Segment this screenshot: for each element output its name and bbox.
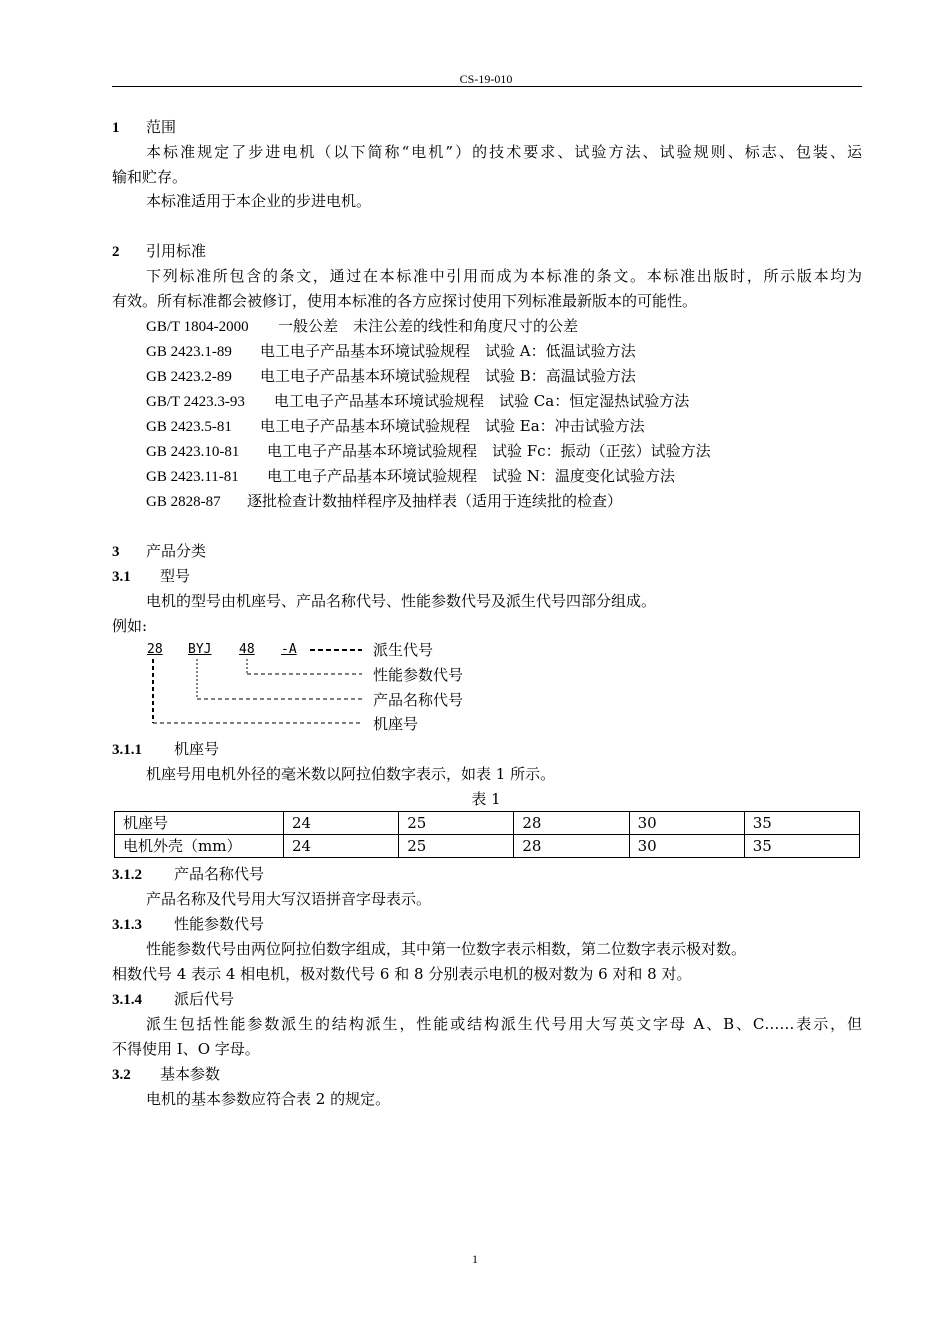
- example-label-frame: 机座号: [373, 715, 419, 733]
- reference-code: GB/T 1804-2000: [146, 319, 249, 335]
- section-2-heading: [112, 241, 862, 262]
- table-cell: 25: [399, 812, 514, 835]
- table-cell: 35: [744, 835, 859, 858]
- example-part-performance: 48: [239, 642, 255, 657]
- paragraph-line: 机座号用电机外径的毫米数以阿拉伯数字表示，如表 1 所示。: [146, 765, 556, 783]
- reference-title: 电工电子产品基本环境试验规程 试验 Ea：冲击试验方法: [260, 417, 645, 435]
- section-1-heading: [112, 117, 862, 138]
- section-title: 产品名称代号: [174, 865, 265, 883]
- reference-title: 一般公差 未注公差的线性和角度尺寸的公差: [278, 317, 579, 335]
- section-number: 3.1: [112, 569, 131, 585]
- table-cell: 35: [744, 812, 859, 835]
- section-number: 3.1.1: [112, 742, 142, 758]
- section-title: 型号: [160, 567, 191, 585]
- section-number: 3.1.4: [112, 992, 142, 1008]
- reference-code: GB 2423.5-81: [146, 419, 232, 435]
- section-title: 引用标准: [146, 242, 207, 260]
- reference-item: [146, 416, 862, 437]
- example-part-derived: -A: [281, 642, 297, 657]
- paragraph-line: 本标准规定了步进电机（以下简称“电机”）的技术要求、试验方法、试验规则、标志、包装、运: [146, 143, 862, 161]
- section-number: 1: [112, 120, 120, 136]
- section-number: 3: [112, 544, 120, 560]
- table-cell: 28: [514, 835, 629, 858]
- reference-item: [146, 316, 862, 337]
- example-leader-lines: [140, 640, 380, 740]
- table-cell: 24: [284, 812, 399, 835]
- table-1: [114, 811, 860, 858]
- example-label-derived: 派生代号: [373, 641, 434, 659]
- header-rule: [112, 86, 862, 87]
- reference-item: [146, 341, 862, 362]
- section-title: 产品分类: [146, 542, 207, 560]
- section-number: 3.1.2: [112, 867, 142, 883]
- document-code: CS-19-010: [459, 72, 513, 86]
- page-number: 1: [472, 1252, 478, 1266]
- table-cell: 机座号: [115, 812, 284, 835]
- reference-title: 电工电子产品基本环境试验规程 试验 N：温度变化试验方法: [267, 467, 675, 485]
- table-caption: 表 1: [471, 790, 501, 808]
- example-part-product: BYJ: [188, 642, 212, 657]
- section-3-1-1-heading: [112, 739, 862, 760]
- reference-item: [146, 466, 862, 487]
- section-title: 基本参数: [160, 1065, 221, 1083]
- table-cell: 30: [629, 835, 744, 858]
- reference-code: GB 2423.2-89: [146, 369, 232, 385]
- section-3-1-heading: [112, 566, 862, 587]
- table-cell: 24: [284, 835, 399, 858]
- example-part-frame: 28: [147, 642, 163, 657]
- table-row: [115, 835, 860, 858]
- table-cell: 25: [399, 835, 514, 858]
- reference-title: 电工电子产品基本环境试验规程 试验 Ca：恒定湿热试验方法: [274, 392, 690, 410]
- reference-code: GB/T 2423.3-93: [146, 394, 245, 410]
- table-cell: 电机外壳（mm）: [115, 835, 284, 858]
- table-row: [115, 812, 860, 835]
- reference-code: GB 2828-87: [146, 494, 221, 510]
- paragraph-line: 电机的基本参数应符合表 2 的规定。: [146, 1090, 391, 1108]
- paragraph-line: 本标准适用于本企业的步进电机。: [146, 192, 372, 210]
- section-number: 2: [112, 244, 120, 260]
- section-3-1-4-heading: [112, 989, 862, 1010]
- reference-code: GB 2423.10-81: [146, 444, 240, 460]
- reference-item: [146, 441, 862, 462]
- section-number: 3.2: [112, 1067, 131, 1083]
- reference-item: [146, 366, 862, 387]
- section-title: 派后代号: [174, 990, 235, 1008]
- reference-item: [146, 391, 862, 412]
- section-number: 3.1.3: [112, 917, 142, 933]
- paragraph-line: 输和贮存。: [112, 168, 188, 186]
- paragraph-line: 相数代号 4 表示 4 相电机，极对数代号 6 和 8 分别表示电机的极对数为 6 对和 8 对。: [112, 965, 692, 983]
- example-label-product: 产品名称代号: [373, 691, 464, 709]
- reference-title: 电工电子产品基本环境试验规程 试验 A：低温试验方法: [260, 342, 636, 360]
- reference-code: GB 2423.11-81: [146, 469, 239, 485]
- section-title: 机座号: [174, 740, 220, 758]
- reference-code: GB 2423.1-89: [146, 344, 232, 360]
- paragraph-line: 产品名称及代号用大写汉语拼音字母表示。: [146, 890, 432, 908]
- reference-title: 电工电子产品基本环境试验规程 试验 B：高温试验方法: [260, 367, 636, 385]
- reference-title: 电工电子产品基本环境试验规程 试验 Fc：振动（正弦）试验方法: [267, 442, 711, 460]
- example-label-performance: 性能参数代号: [373, 666, 464, 684]
- example-label: 例如:: [112, 617, 148, 635]
- paragraph-line: 电机的型号由机座号、产品名称代号、性能参数代号及派生代号四部分组成。: [146, 592, 657, 610]
- paragraph-line: 有效。所有标准都会被修订，使用本标准的各方应探讨使用下列标准最新版本的可能性。: [112, 292, 698, 310]
- paragraph-line: 派生包括性能参数派生的结构派生，性能或结构派生代号用大写英文字母 A、B、C……表示，但: [146, 1015, 862, 1033]
- section-3-2-heading: [112, 1064, 862, 1085]
- paragraph-line: 不得使用 I、O 字母。: [112, 1040, 260, 1058]
- section-3-1-3-heading: [112, 914, 862, 935]
- section-title: 性能参数代号: [174, 915, 265, 933]
- section-title: 范围: [146, 118, 177, 136]
- reference-item: [146, 491, 862, 512]
- section-3-heading: [112, 541, 862, 562]
- table-cell: 30: [629, 812, 744, 835]
- paragraph-line: 性能参数代号由两位阿拉伯数字组成，其中第一位数字表示相数，第二位数字表示极对数。: [146, 940, 747, 958]
- paragraph-line: 下列标准所包含的条文，通过在本标准中引用而成为本标准的条文。本标准出版时，所示版本均为: [146, 267, 862, 285]
- section-3-1-2-heading: [112, 864, 862, 885]
- reference-title: 逐批检查计数抽样程序及抽样表（适用于连续批的检查）: [247, 492, 623, 510]
- table-cell: 28: [514, 812, 629, 835]
